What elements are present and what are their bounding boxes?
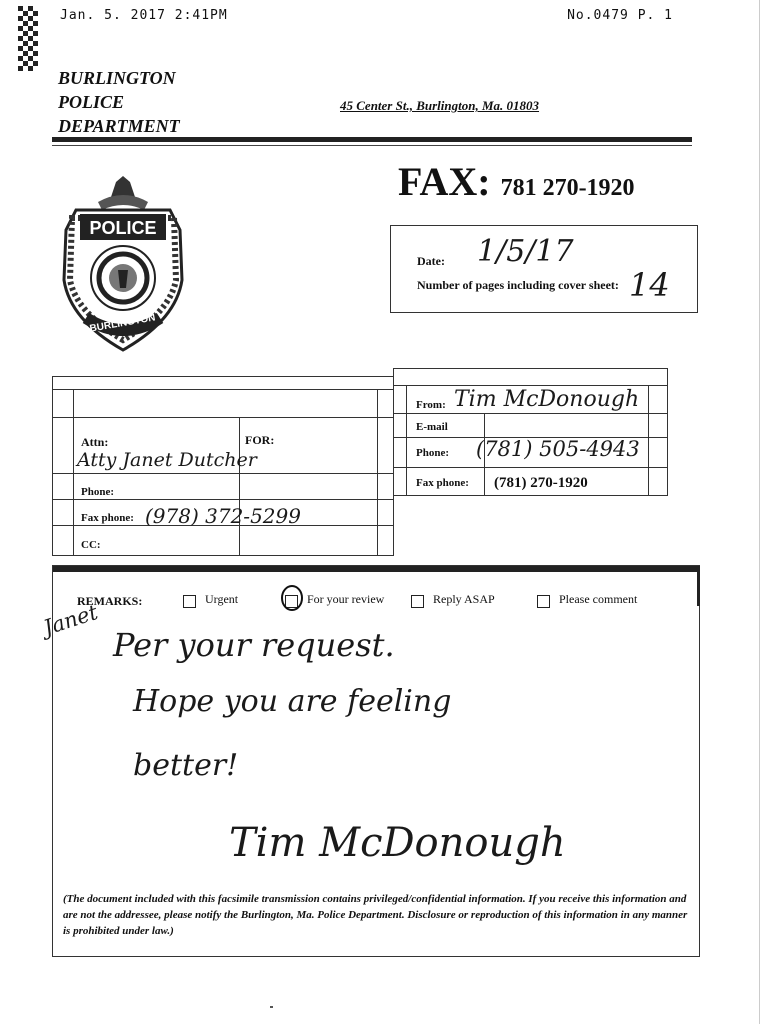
handwritten-message-line-1: Per your request. <box>113 626 395 664</box>
table-rule <box>53 499 393 500</box>
handwritten-message-line-2: Hope you are feeling <box>133 684 452 719</box>
comment-option-label: Please comment <box>559 592 638 606</box>
date-label: Date: <box>417 254 445 268</box>
fax-title <box>398 158 635 205</box>
recipient-table <box>52 376 394 556</box>
attn-value: Atty Janet Dutcher <box>77 449 257 471</box>
recipient-fax-value: (978) 372-5299 <box>145 504 301 528</box>
attn-label: Attn: <box>81 435 109 449</box>
fax-edge-pattern <box>18 6 40 76</box>
table-rule <box>406 385 407 495</box>
remarks-section <box>40 565 700 957</box>
badge-top-word: POLICE <box>89 218 157 238</box>
table-rule <box>239 417 240 555</box>
police-badge-logo <box>58 170 188 360</box>
table-rule <box>648 385 649 495</box>
remarks-label: REMARKS: <box>77 594 143 608</box>
urgent-option-label: Urgent <box>205 592 239 606</box>
department-line-1: BURLINGTON <box>58 68 176 88</box>
department-name <box>58 66 180 138</box>
table-rule <box>73 389 74 555</box>
recipient-fax-label: Fax phone: <box>81 512 134 524</box>
for-label: FOR: <box>245 433 275 447</box>
page-edge <box>759 0 760 1024</box>
handwritten-salutation: Janet <box>40 600 101 640</box>
scan-speck <box>270 1006 273 1008</box>
cover-info-box <box>390 225 698 313</box>
email-label: E-mail <box>416 421 448 433</box>
recipient-phone-label: Phone: <box>81 486 114 498</box>
department-address: 45 Center St., Burlington, Ma. 01803 <box>340 98 540 113</box>
check-mark-icon <box>279 582 305 612</box>
table-rule <box>394 467 667 468</box>
comment-checkbox <box>537 595 550 608</box>
sender-table <box>393 368 668 496</box>
table-rule <box>394 413 667 414</box>
sender-fax-label: Fax phone: <box>416 477 469 489</box>
reply-checkbox <box>411 595 424 608</box>
badge-bottom-word: BURLINGTON <box>88 312 157 335</box>
sender-phone-value: (781) 505-4943 <box>476 437 640 461</box>
table-rule <box>53 389 393 390</box>
confidentiality-disclaimer: (The document included with this facsimile transmission contains privileged/confidential information. If you receive this information and are not the addressee, please notify the Burlington, Ma. Police Department. Disclosure or reproduction of this information in any manner is prohibited under law.) <box>63 893 688 937</box>
department-line-3: DEPARTMENT <box>58 116 180 136</box>
cc-label: CC: <box>81 539 101 551</box>
table-rule <box>394 385 667 386</box>
pages-value: 14 <box>629 266 670 304</box>
from-value: Tim McDonough <box>454 387 640 412</box>
table-rule <box>53 473 393 474</box>
pages-label: Number of pages including cover sheet: <box>417 278 619 292</box>
urgent-checkbox <box>183 595 196 608</box>
department-line-2: POLICE <box>58 92 125 112</box>
fax-page-info: No.0479 P. 1 <box>567 8 673 23</box>
reply-option-label: Reply ASAP <box>433 592 495 606</box>
header-divider-thin <box>52 145 692 146</box>
date-value: 1/5/17 <box>477 234 574 269</box>
fax-number: 781 270-1920 <box>500 175 635 201</box>
fax-label: FAX: <box>398 159 491 204</box>
handwritten-message-line-3: better! <box>133 748 239 783</box>
from-label: From: <box>416 399 446 411</box>
table-rule <box>377 389 378 555</box>
remarks-side-rule <box>697 566 700 606</box>
sender-fax-value: (781) 270-1920 <box>494 475 588 491</box>
table-rule <box>53 417 393 418</box>
sender-phone-label: Phone: <box>416 447 449 459</box>
review-option-label: For your review <box>307 592 385 606</box>
header-divider <box>52 137 692 142</box>
remarks-top-rule <box>53 566 699 572</box>
fax-timestamp: Jan. 5. 2017 2:41PM <box>60 8 228 23</box>
badge-eagle-icon <box>98 176 148 210</box>
handwritten-signature: Tim McDonough <box>229 820 566 866</box>
